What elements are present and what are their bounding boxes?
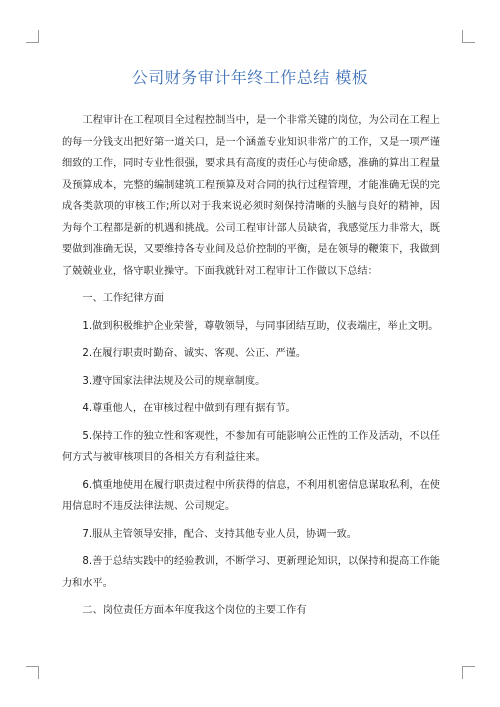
crop-mark-bottom-right: [462, 666, 475, 679]
document-body: [62, 110, 440, 628]
section-heading-responsibility: 二、岗位责任方面本年度我这个岗位的主要工作有: [82, 605, 307, 616]
list-item-2: 2.在履行职责时勤奋、诚实、客观、公正、严谨。: [82, 348, 307, 359]
document-title: 公司财务审计年终工作总结 模板: [131, 68, 369, 87]
list-item-1: 1.做到积极维护企业荣誉，尊敬领导，与同事团结互助，仪表端庄，举止文明。: [82, 320, 439, 332]
list-item-3: 3.遵守国家法律法规及公司的规章制度。: [82, 375, 266, 387]
list-item-6: 6.慎重地使用在履行职责过程中所获得的信息，不利用机密信息谋取私利，在使用信息时不违反法律法规、公司规定。: [62, 479, 440, 512]
crop-mark-top-right: [462, 30, 475, 43]
list-item-7: 7.服从主管领导安排，配合、支持其他专业人员，协调一致。: [82, 528, 357, 540]
intro-paragraph: 工程审计在工程项目全过程控制当中，是一个非常关键的岗位，为公司在工程上的每一分钱支出把好第一道关口，是一个涵盖专业知识非常广的工作，又是一项严谨细致的工作，同时专业性很强，要求具有高度的责任心与使命感，准确的算出工程量及预算成本，完整的编制建筑工程预算及对合同的执行过程管理，才能准确无误的完成各类款项的审核工作;所以对于我来说必须时刻保持清晰的头脑与良好的精神，因为每个工程都是新的机遇和挑战。公司工程审计部人员缺省，我感觉压力非常大，既要做到准确无误，又要维持各专业间及总价控制的平衡，是在领导的鞭策下，我做到了兢兢业业，恪守职业操守。下面我就针对工程审计工作做以下总结：: [62, 115, 440, 277]
list-item-5: 5.保持工作的独立性和客观性，不参加有可能影响公正性的工作及活动，不以任何方式与被审核项目的各相关方有利益往来。: [62, 430, 440, 463]
section-heading-discipline: 一、工作纪律方面: [82, 293, 164, 304]
crop-mark-bottom-left: [26, 666, 39, 679]
list-item-8: 8.善于总结实践中的经验教训，不断学习、更新理论知识，以保持和提高工作能力和水平。: [62, 556, 440, 589]
crop-mark-top-left: [26, 30, 39, 43]
list-item-4: 4.尊重他人，在审核过程中做到有理有据有节。: [82, 403, 296, 414]
